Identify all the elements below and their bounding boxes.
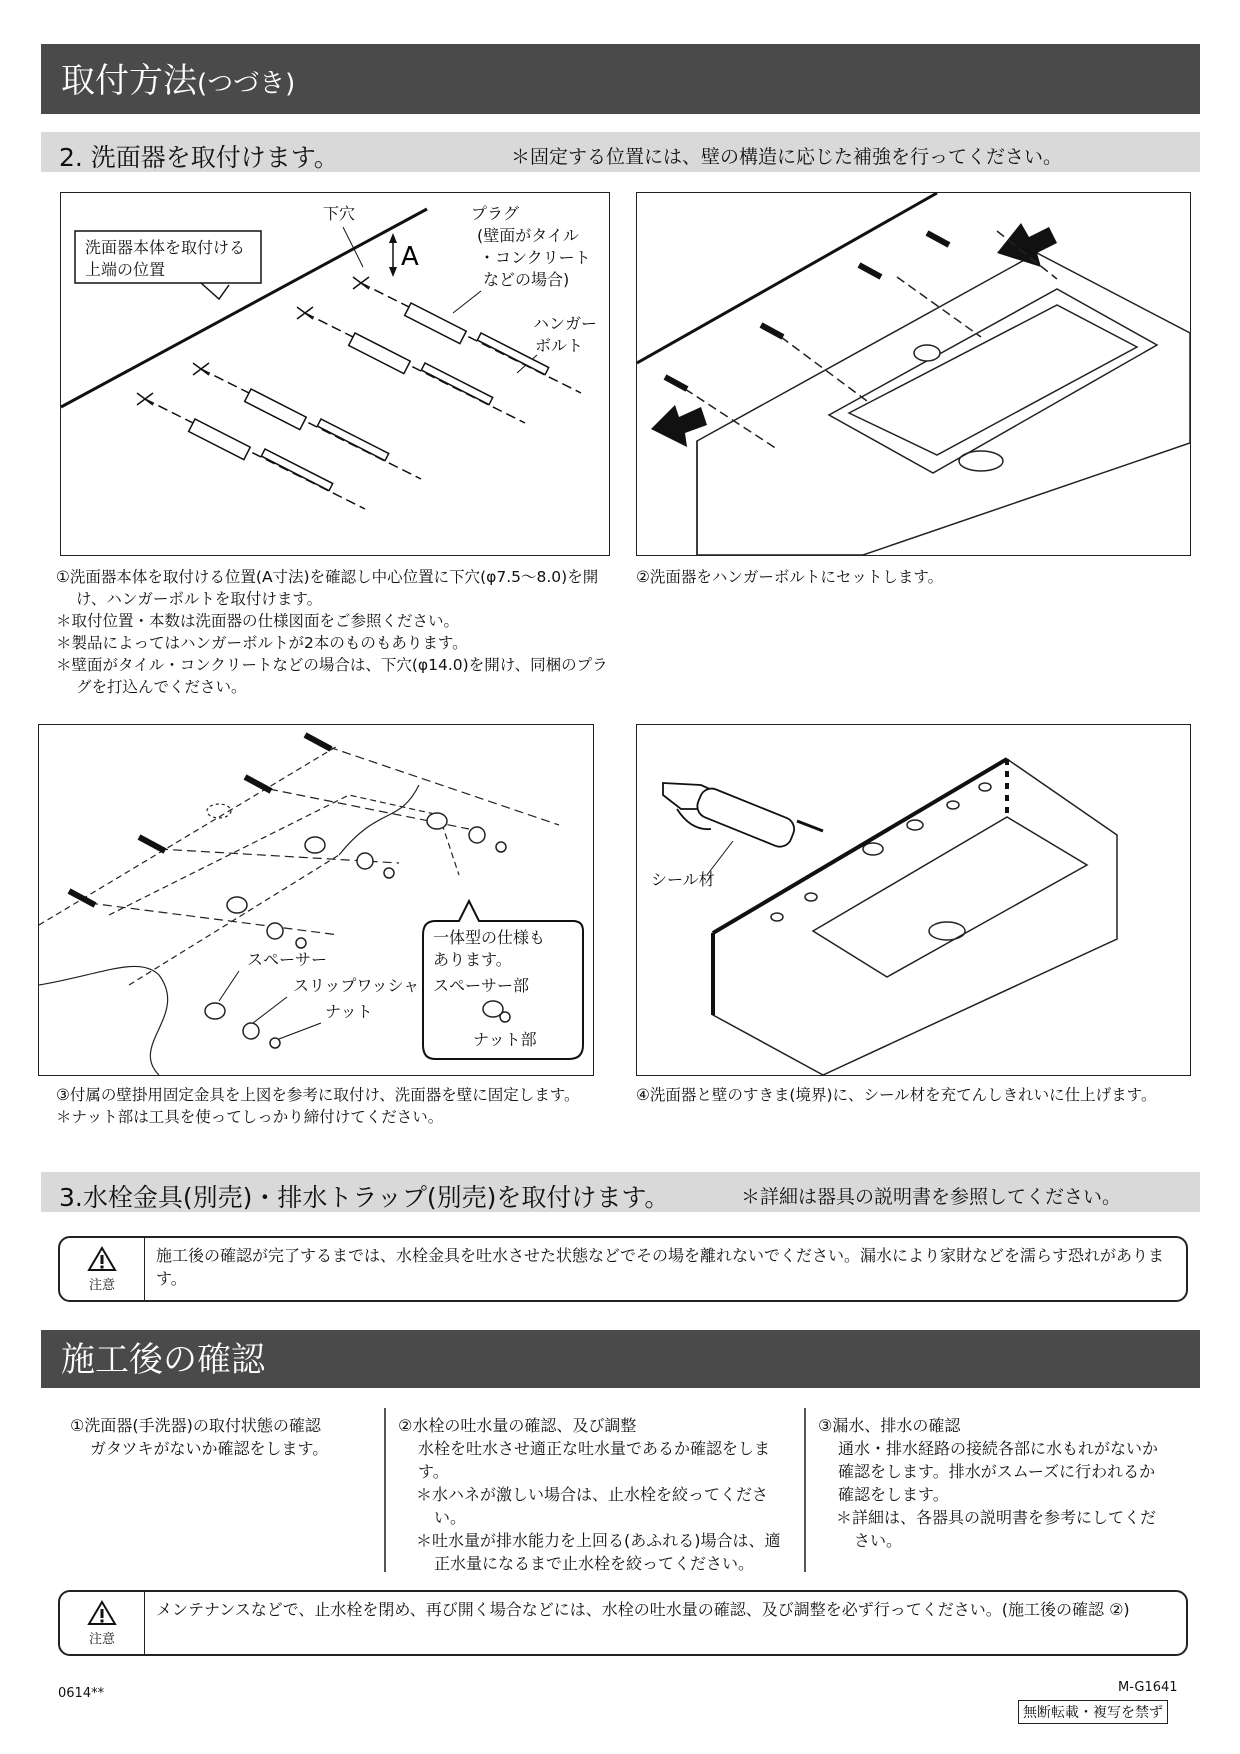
- figure-hanger-bolt-install: [60, 192, 610, 556]
- label-plug-1: プラグ: [471, 204, 520, 223]
- step3-band: [41, 1172, 1200, 1212]
- warning-icon-cell: [60, 1592, 145, 1654]
- label-plug-2: (壁面がタイル: [477, 226, 579, 245]
- warning-triangle-icon: [87, 1246, 117, 1272]
- caption-step3-note: ＊ナット部は工具を使ってしっかり締付けてください。: [56, 1108, 444, 1126]
- check-col-1: [70, 1414, 370, 1460]
- label-bolt-1: ハンガー: [533, 314, 598, 333]
- label-slip-washer: スリップワッシャ: [293, 976, 420, 995]
- check-col3-note1: ＊詳細は、各器具の説明書を参考にしてください。: [836, 1508, 1157, 1550]
- divider-2: [804, 1408, 806, 1572]
- caption-step4: [636, 1084, 1196, 1106]
- callout-spacer: スペーサー部: [433, 976, 530, 995]
- warning-box-1: [58, 1236, 1188, 1302]
- caption-step1-note3: ＊壁面がタイル・コンクリートなどの場合は、下穴(φ14.0)を開け、同梱のプラグを打込んでください。: [56, 656, 608, 696]
- caption-step1: [56, 566, 616, 698]
- step3-heading: 3.水栓金具(別売)・排水トラップ(別売)を取付けます。: [59, 1183, 670, 1212]
- page-title: 取付方法(つづき): [61, 61, 296, 101]
- warning-box-2: [58, 1590, 1188, 1656]
- caption-step3-main: ③付属の壁掛用固定金具を上図を参考に取付け、洗面器を壁に固定します。: [56, 1086, 580, 1104]
- callout-text-2: あります。: [433, 950, 512, 969]
- step2-band: [41, 132, 1200, 172]
- check-col2-title: ②水栓の吐水量の確認、及び調整: [398, 1416, 637, 1435]
- label-plug-3: ・コンクリート: [479, 248, 591, 267]
- warning-triangle-icon: [87, 1600, 117, 1626]
- check-col1-title: ①洗面器(手洗器)の取付状態の確認: [70, 1416, 321, 1435]
- bolt-set: [137, 277, 584, 509]
- warning-text-1: 施工後の確認が完了するまでは、水栓金具を吐水させた状態などでその場を離れないでください。漏水により家財などを濡らす恐れがあります。: [156, 1246, 1165, 1288]
- caulk-gun-icon: [663, 783, 823, 850]
- check-col3-body: 通水・排水経路の接続各部に水もれがないか確認をします。排水がスムーズに行われるか確認をします。: [838, 1439, 1159, 1504]
- label-top-edge-1: 洗面器本体を取付ける: [85, 238, 246, 257]
- warning-icon-label: 注意: [88, 1277, 115, 1293]
- check-col2-note2: ＊吐水量が排水能力を上回る(あふれる)場合は、適正水量になるまで止水栓を絞ってください。: [416, 1531, 781, 1573]
- footer-code-right: M-G1641: [1118, 1680, 1178, 1695]
- label-dimension-a: A: [401, 242, 419, 272]
- label-nut: ナット: [325, 1002, 373, 1021]
- callout-nut: ナット部: [473, 1030, 537, 1049]
- figure-sealant: [636, 724, 1191, 1076]
- warning-icon-cell: [60, 1238, 145, 1300]
- check-col1-body: ガタツキがないか確認をします。: [90, 1439, 329, 1458]
- caption-step3: [56, 1084, 616, 1128]
- caption-step1-note1: ＊取付位置・本数は洗面器の仕様図面をご参照ください。: [56, 612, 460, 630]
- step3-note: ＊詳細は器具の説明書を参照してください。: [741, 1186, 1122, 1208]
- label-pilot-hole: 下穴: [323, 204, 356, 223]
- step2-heading: 2. 洗面器を取付けます。: [59, 143, 339, 172]
- caption-step2: [636, 566, 1186, 588]
- caption-step1-main: ①洗面器本体を取付ける位置(A寸法)を確認し中心位置に下穴(φ7.5～8.0)を開け、ハンガーボルトを取付けます。: [56, 568, 599, 608]
- warning-icon-label: 注意: [88, 1631, 115, 1647]
- figure-fixing-hardware: [38, 724, 594, 1076]
- check-header: [41, 1330, 1200, 1388]
- label-spacer: スペーサー: [247, 950, 328, 969]
- section-header: [41, 44, 1200, 114]
- check-col2-note1: ＊水ハネが激しい場合は、止水栓を絞ってください。: [416, 1485, 769, 1527]
- footer-code-left: 0614**: [58, 1686, 105, 1701]
- divider-1: [384, 1408, 386, 1572]
- check-col-2: [398, 1414, 796, 1575]
- check-col3-title: ③漏水、排水の確認: [818, 1416, 961, 1435]
- figure-set-basin: [636, 192, 1191, 556]
- label-sealant: シール材: [651, 870, 715, 889]
- check-col-3: [818, 1414, 1168, 1552]
- callout-text-1: 一体型の仕様も: [433, 928, 546, 947]
- warning-text-2: メンテナンスなどで、止水栓を閉め、再び開く場合などには、水栓の吐水量の確認、及び調整を必ず行ってください。(施工後の確認 ②): [156, 1600, 1130, 1619]
- caption-step4-text: ④洗面器と壁のすきま(境界)に、シール材を充てんしきれいに仕上げます。: [636, 1086, 1157, 1104]
- label-bolt-2: ボルト: [535, 336, 584, 355]
- footer-stamp: 無断転載・複写を禁ず: [1018, 1700, 1168, 1724]
- label-top-edge-2: 上端の位置: [85, 260, 166, 279]
- check-title: 施工後の確認: [61, 1340, 265, 1380]
- check-col2-body: 水栓を吐水させ適正な吐水量であるか確認をします。: [418, 1439, 771, 1481]
- caption-step2-text: ②洗面器をハンガーボルトにセットします。: [636, 568, 944, 586]
- caption-step1-note2: ＊製品によってはハンガーボルトが2本のものもあります。: [56, 634, 468, 652]
- step2-note: ＊固定する位置には、壁の構造に応じた補強を行ってください。: [511, 146, 1063, 168]
- label-plug-4: などの場合): [483, 270, 570, 289]
